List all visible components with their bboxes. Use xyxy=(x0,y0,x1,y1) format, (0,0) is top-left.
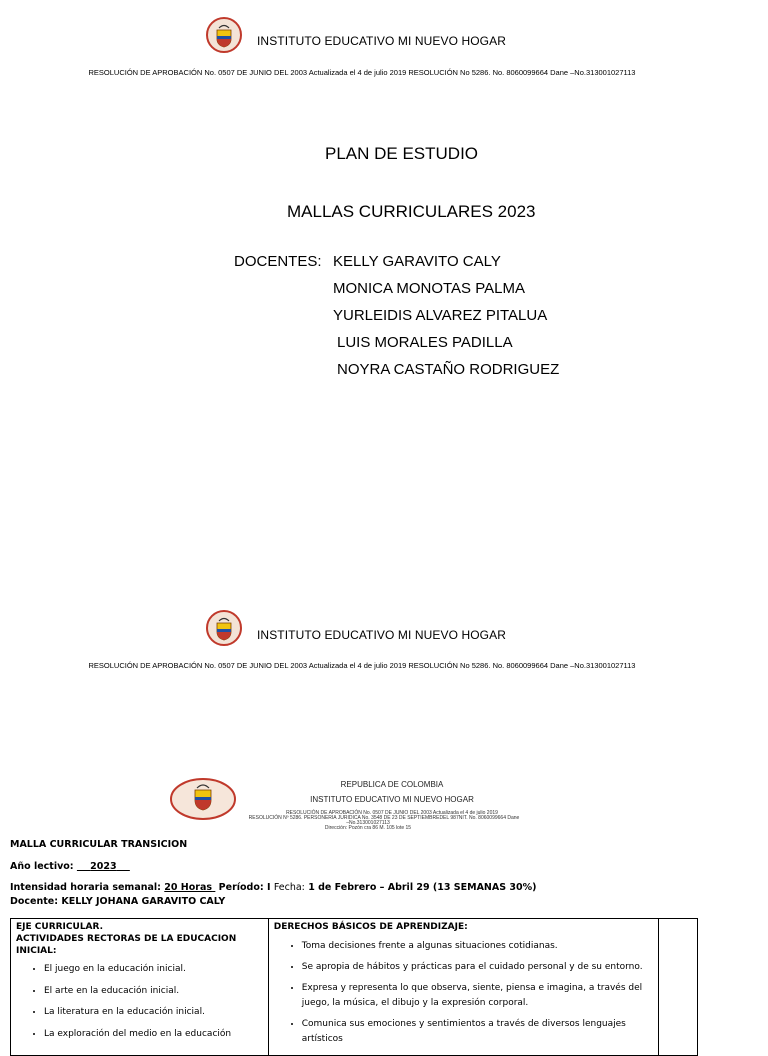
list-item: • La literatura en la educación inicial. xyxy=(44,1006,263,1019)
actividades-list xyxy=(16,963,263,1040)
table-row xyxy=(11,919,698,1056)
fecha-label: Fecha: xyxy=(273,882,305,893)
list-item: • Expresa y representa lo que observa, siente, piensa e imagina, a través del juego, la música, el dibujo y la expresión corporal. xyxy=(302,981,653,1011)
letterhead-line: Dirección: Pozón cra 86 M. 105 lote 15 xyxy=(324,825,412,831)
letterhead-line: –No.313001027113 xyxy=(346,820,390,826)
malla-table xyxy=(10,918,698,1056)
docente-name: KELLY GARAVITO CALY xyxy=(333,253,501,270)
intensidad-label: Intensidad horaria semanal: xyxy=(10,882,161,893)
plan-title: PLAN DE ESTUDIO xyxy=(325,144,479,163)
list-item: • El juego en la educación inicial. xyxy=(44,963,263,976)
letterhead-line: RESOLUCIÓN DE APROBACIÓN No. 0507 DE JUNIO DEL 2003 Actualizada el 4 de julio 2019 xyxy=(286,810,498,816)
resolution-line: RESOLUCIÓN DE APROBACIÓN No. 0507 DE JUNIO DEL 2003 Actualizada el 4 de julio 2019 RESOLUCIÓN No 5286. No. 8060099664 Dane –No.313001027113 xyxy=(88,661,636,670)
ano-label: Año lectivo: xyxy=(10,861,74,872)
letterhead-country: REPUBLICA DE COLOMBIA xyxy=(340,780,444,789)
ano-lectivo xyxy=(10,861,130,872)
docentes-label: DOCENTES: xyxy=(234,253,322,270)
letterhead-line: RESOLUCIÓN Nº 5286. PERSONERIA JURIDICA No. 3548 DE 23 DE SEPTIEMBREDEL 987NIT. No. 8060099664 Dane xyxy=(248,815,520,821)
col1-heading: EJE CURRICULAR. xyxy=(16,922,104,932)
list-item: • Toma decisiones frente a algunas situaciones cotidianas. xyxy=(302,939,653,954)
ano-value: 2023 xyxy=(90,861,117,872)
letterhead-institution: INSTITUTO EDUCATIVO MI NUEVO HOGAR xyxy=(310,795,474,804)
docente-name: MONICA MONOTAS PALMA xyxy=(333,280,525,297)
malla-title: MALLA CURRICULAR TRANSICION xyxy=(10,839,188,850)
docente-name: NOYRA CASTAÑO RODRIGUEZ xyxy=(337,361,560,378)
periodo-label: Período: I xyxy=(218,882,271,893)
eje-curricular-cell xyxy=(11,919,269,1056)
list-item: • Se apropia de hábitos y prácticas para el cuidado personal y de su entorno. xyxy=(302,960,653,975)
school-crest-icon xyxy=(206,17,242,53)
institution-title: INSTITUTO EDUCATIVO MI NUEVO HOGAR xyxy=(257,34,506,48)
list-item: • El arte en la educación inicial. xyxy=(44,985,263,998)
docente-name: YURLEIDIS ALVAREZ PITALUA xyxy=(333,307,548,324)
mallas-subtitle: MALLAS CURRICULARES 2023 xyxy=(287,202,536,221)
intensidad-line xyxy=(10,882,536,893)
col2-heading: DERECHOS BÁSICOS DE APRENDIZAJE: xyxy=(273,922,468,932)
empty-cell xyxy=(658,919,697,1056)
dba-list xyxy=(274,939,653,1047)
docente-line: Docente: KELLY JOHANA GARAVITO CALY xyxy=(10,896,226,907)
intensidad-value: 20 Horas xyxy=(164,882,213,893)
school-crest-icon xyxy=(206,610,242,646)
institution-title: INSTITUTO EDUCATIVO MI NUEVO HOGAR xyxy=(257,628,506,642)
col1-subheading: ACTIVIDADES RECTORAS DE LA EDUCACION INICIAL: xyxy=(16,934,237,956)
resolution-line: RESOLUCIÓN DE APROBACIÓN No. 0507 DE JUNIO DEL 2003 Actualizada el 4 de julio 2019 RESOLUCIÓN No 5286. No. 8060099664 Dane –No.313001027113 xyxy=(88,68,636,77)
docente-name: LUIS MORALES PADILLA xyxy=(337,334,513,351)
list-item: • Comunica sus emociones y sentimientos a través de diversos lenguajes artísticos xyxy=(302,1017,653,1047)
dba-cell xyxy=(268,919,658,1056)
list-item: • La exploración del medio en la educación xyxy=(44,1028,263,1041)
fecha-value: 1 de Febrero – Abril 29 (13 SEMANAS 30%) xyxy=(308,882,537,893)
